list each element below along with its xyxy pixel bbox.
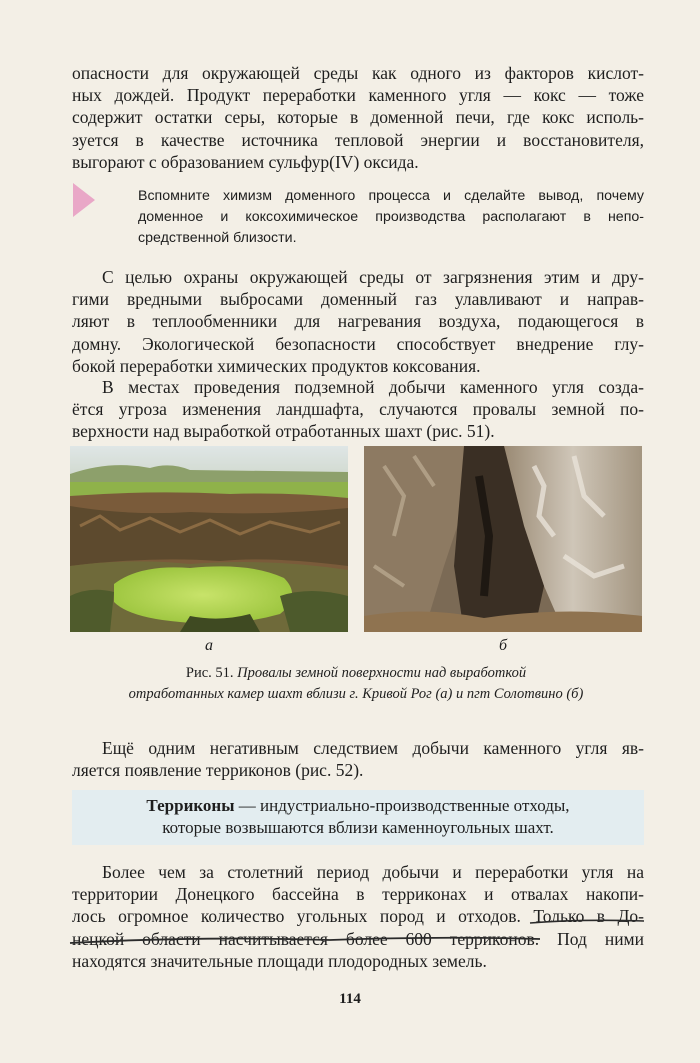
text-line: бокой переработки химических продуктов коксования. bbox=[72, 355, 481, 376]
text-line: В местах проведения подземной добычи каменного угля созда- bbox=[102, 377, 644, 397]
text-line: ётся угроза изменения ландшафта, случаются провалы земной по- bbox=[72, 399, 644, 420]
text-line: верхности над выработкой отработанных шахт (рис. 51). bbox=[72, 421, 495, 442]
text-line: содержит остатки серы, которые в доменной печи, где кокс исполь- bbox=[72, 107, 644, 128]
text-line: территории Донецкого бассейна в терриконах и отвалах накопи- bbox=[72, 884, 644, 905]
text-line: опасности для окружающей среды как одного из факторов кислот- bbox=[72, 63, 644, 83]
text-line: ных дождей. Продукт переработки каменного угля — кокс — тоже bbox=[72, 85, 644, 106]
photo-label-b: б bbox=[498, 637, 508, 654]
text-line: нецкой области насчитывается более 600 терриконов. Под ними bbox=[72, 928, 644, 949]
definition-text: — индустриально-производственные отходы, bbox=[234, 796, 570, 815]
text-line: Более чем за столетний период добычи и переработки угля на bbox=[102, 862, 644, 882]
text-line: гими вредными выбросами доменный газ улавливают и направ- bbox=[72, 289, 644, 310]
text-line: средственной близости. bbox=[138, 230, 297, 246]
definition-line2: которые возвышаются вблизи каменноугольных шахт. bbox=[162, 818, 554, 837]
text-line: ляется появление терриконов (рис. 52). bbox=[72, 760, 364, 781]
page-number: 114 bbox=[339, 991, 361, 1007]
text-line: ляют в теплообменники для нагревания воздуха, подающегося в bbox=[72, 311, 644, 332]
caption-title-line2: отработанных камер шахт вблизи г. Кривой Рог (а) и пгт Солотвино (б) bbox=[128, 686, 584, 702]
text-line: Ещё одним негативным следствием добычи каменного угля яв- bbox=[102, 738, 644, 758]
definition-term: Терриконы bbox=[146, 796, 235, 815]
text-line: лось огромное количество угольных пород и отходов. Только в До- bbox=[72, 906, 644, 927]
text-line: находятся значительные площади плодородных земель. bbox=[72, 950, 487, 971]
text-line: домну. Экологической безопасности способствует внедрение глу- bbox=[72, 333, 644, 354]
caption-title-line1: Провалы земной поверхности над выработкой bbox=[237, 665, 527, 681]
caption-number: Рис. 51. bbox=[185, 665, 234, 681]
text-line: Вспомните химизм доменного процесса и сделайте вывод, почему bbox=[138, 188, 644, 204]
photo-label-a: а bbox=[205, 637, 213, 654]
text-line: доменное и коксохимическое производства располагают в непо- bbox=[138, 209, 644, 225]
text-line: выгорают с образованием сульфур(IV) оксида. bbox=[72, 151, 419, 172]
text-line: С целью охраны окружающей среды от загрязнения этим и дру- bbox=[102, 267, 644, 287]
text-line: зуется в качестве источника тепловой энергии и восстановителя, bbox=[72, 129, 644, 150]
